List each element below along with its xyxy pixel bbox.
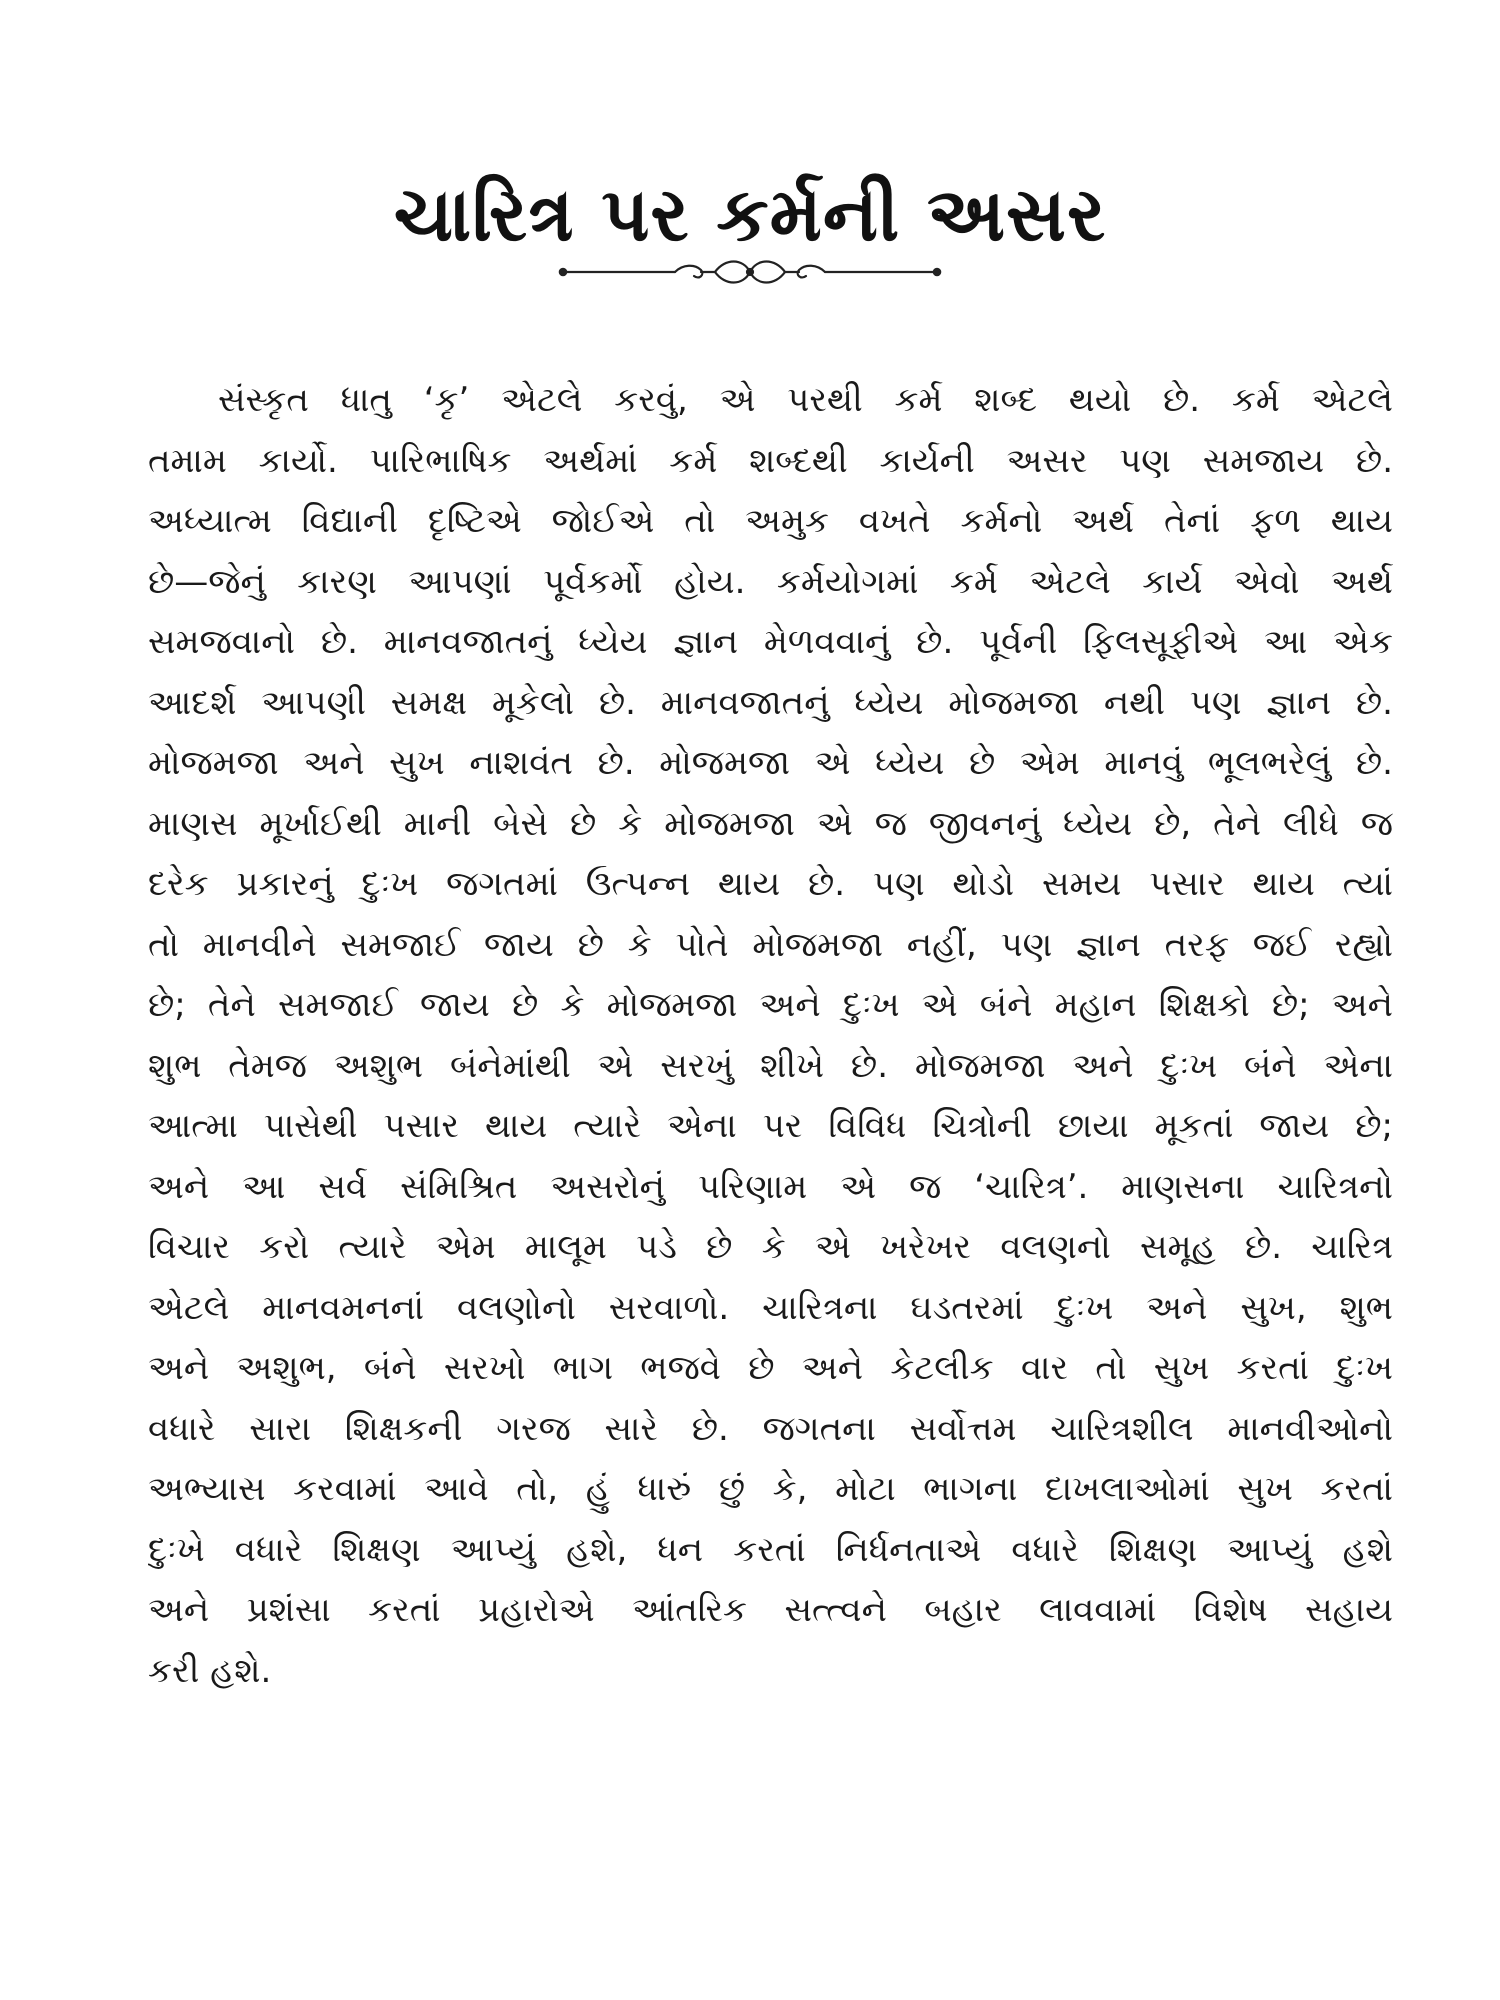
paragraph-line: સમજવાનો છે. માનવજાતનું ધ્યેય જ્ઞાન મેળવવાનું છે. પૂર્વની ફિલસૂફીએ આ એક (148, 622, 1393, 662)
decorative-flourish-icon (555, 252, 945, 292)
paragraph-line: અધ્યાત્મ વિદ્યાની દૃષ્ટિએ જોઈએ તો અમુક વખતે કર્મનો અર્થ તેનાં ફળ થાય (148, 501, 1393, 541)
paragraph-line: માણસ મૂર્ખાઈથી માની બેસે છે કે મોજમજા એ જ જીવનનું ધ્યેય છે, તેને લીધે જ (148, 803, 1393, 844)
body-paragraph (148, 370, 1393, 1701)
paragraph-line: તમામ કાર્યો. પારિભાષિક અર્થમાં કર્મ શબ્દથી કાર્યની અસર પણ સમજાય છે. (148, 440, 1393, 481)
paragraph-line: વધારે સારા શિક્ષકની ગરજ સારે છે. જગતના સર્વોત્તમ ચારિત્રશીલ માનવીઓનો (148, 1408, 1393, 1449)
paragraph-line: એટલે માનવમનનાં વલણોનો સરવાળો. ચારિત્રના ઘડતરમાં દુઃખ અને સુખ, શુભ (148, 1287, 1393, 1328)
paragraph-line: વિચાર કરો ત્યારે એમ માલૂમ પડે છે કે એ ખરેખર વલણનો સમૂહ છે. ચારિત્ર (148, 1227, 1393, 1267)
paragraph-line: છે; તેને સમજાઈ જાય છે કે મોજમજા અને દુઃખ એ બંને મહાન શિક્ષકો છે; અને (148, 985, 1393, 1025)
paragraph-line: અભ્યાસ કરવામાં આવે તો, હું ધારું છું કે, મોટા ભાગના દાખલાઓમાં સુખ કરતાં (148, 1469, 1393, 1509)
paragraph-line: આત્મા પાસેથી પસાર થાય ત્યારે એના પર વિવિધ ચિત્રોની છાયા મૂકતાં જાય છે; (148, 1106, 1393, 1146)
paragraph-line: મોજમજા અને સુખ નાશવંત છે. મોજમજા એ ધ્યેય છે એમ માનવું ભૂલભરેલું છે. (148, 743, 1393, 783)
paragraph-line: અને પ્રશંસા કરતાં પ્રહારોએ આંતરિક સત્ત્વને બહાર લાવવામાં વિશેષ સહાય (148, 1590, 1393, 1630)
paragraph-line: આદર્શ આપણી સમક્ષ મૂકેલો છે. માનવજાતનું ધ્યેય મોજમજા નથી પણ જ્ઞાન છે. (148, 682, 1393, 723)
paragraph-line: સંસ્કૃત ધાતુ ‘કૃ’ એટલે કરવું, એ પરથી કર્મ શબ્દ થયો છે. કર્મ એટલે (218, 380, 1393, 420)
paragraph-line: અને આ સર્વ સંમિશ્રિત અસરોનું પરિણામ એ જ ‘ચારિત્ર’. માણસના ચારિત્રનો (148, 1166, 1393, 1207)
paragraph-line: કરી હશે. (148, 1650, 272, 1691)
paragraph-line: દરેક પ્રકારનું દુઃખ જગતમાં ઉત્પન્ન થાય છે. પણ થોડો સમય પસાર થાય ત્યાં (148, 864, 1393, 904)
paragraph-line: શુભ તેમજ અશુભ બંનેમાંથી એ સરખું શીખે છે. મોજમજા અને દુઃખ બંને એના (148, 1045, 1393, 1086)
paragraph-line: તો માનવીને સમજાઈ જાય છે કે પોતે મોજમજા નહીં, પણ જ્ઞાન તરફ જઈ રહ્યો (148, 924, 1393, 965)
paragraph-line: દુઃખે વધારે શિક્ષણ આપ્યું હશે, ધન કરતાં નિર્ધનતાએ વધારે શિક્ષણ આપ્યું હશે (148, 1529, 1393, 1570)
paragraph-line: છે—જેનું કારણ આપણાં પૂર્વકર્મો હોય. કર્મયોગમાં કર્મ એટલે કાર્ય એવો અર્થ (148, 561, 1393, 602)
paragraph-line: અને અશુભ, બંને સરખો ભાગ ભજવે છે અને કેટલીક વાર તો સુખ કરતાં દુઃખ (148, 1348, 1393, 1388)
page-title: ચારિત્ર પર કર્મની અસર (393, 172, 1107, 258)
